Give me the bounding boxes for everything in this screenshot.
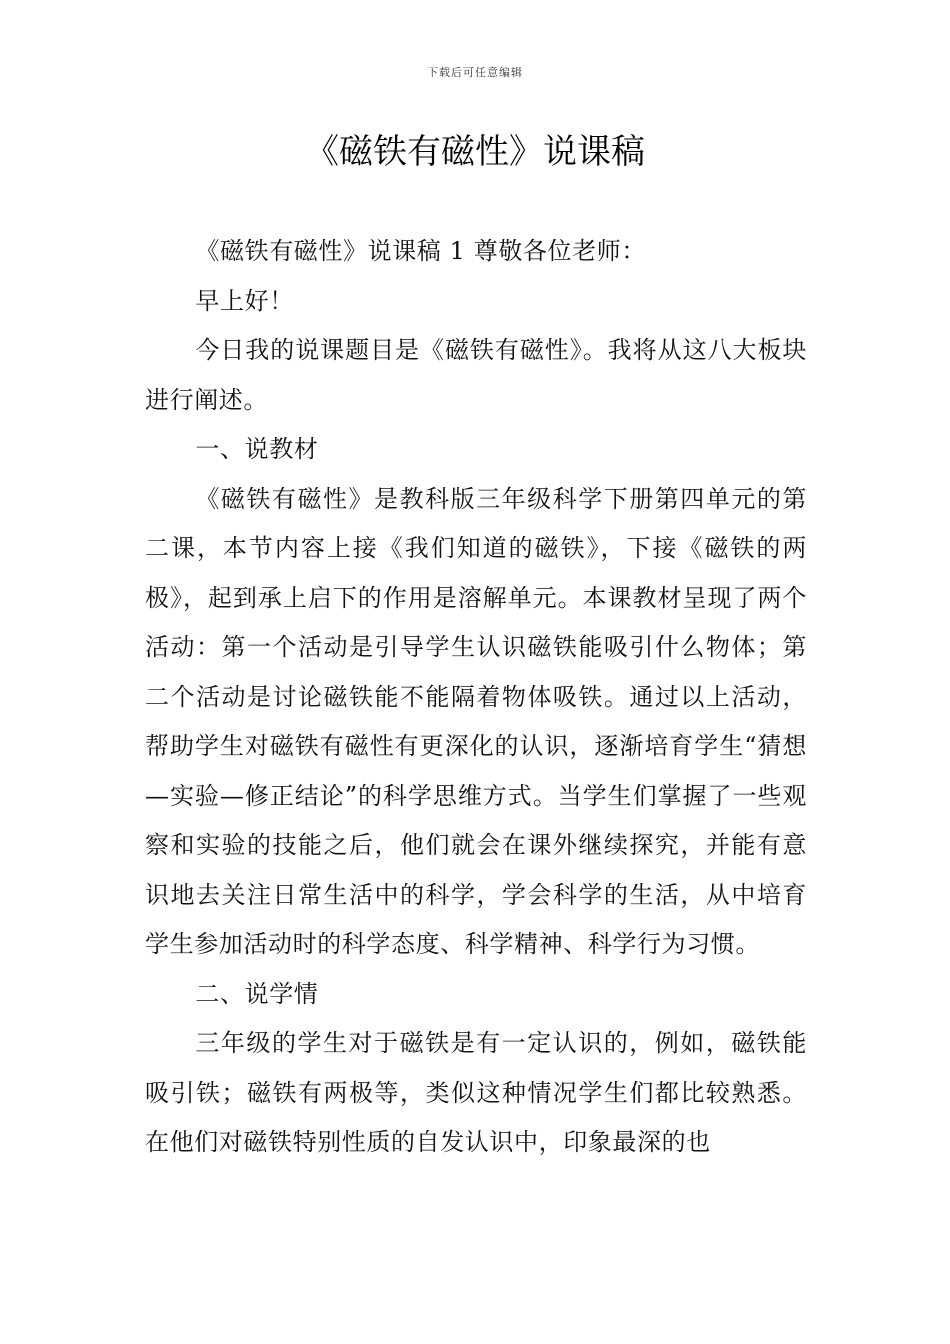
- paragraph-greeting: 《磁铁有磁性》说课稿 1 尊敬各位老师：: [195, 237, 646, 265]
- paragraph-students-analysis: 三年级的学生对于磁铁是有一定认识的，例如，磁铁能吸引铁；磁铁有两极等，类似这种情况学生们都比较熟悉。在他们对磁铁特别性质的自发认识中，印象最深的也: [145, 1029, 807, 1156]
- document-body: [145, 227, 807, 1168]
- section-heading-students: 二、说学情: [195, 979, 319, 1008]
- section-heading-textbook: 一、说教材: [195, 435, 319, 463]
- paragraph-intro: 今日我的说课题目是《磁铁有磁性》。我将从这八大板块进行阐述。: [145, 336, 807, 414]
- page-header-note: 下载后可任意编辑: [427, 66, 523, 79]
- paragraph-textbook-analysis: 《磁铁有磁性》是教科版三年级科学下册第四单元的第二课，本节内容上接《我们知道的磁铁》，下接《磁铁的两极》，起到承上启下的作用是溶解单元。本课教材呈现了两个活动：第一个活动是引导学生认识磁铁能吸引什么物体；第二个活动是讨论磁铁能不能隔着物体吸铁。通过以上活动，帮助学生对磁铁有磁性有更深化的认识，逐渐培育学生“猜想—实验—修正结论”的科学思维方式。当学生们掌握了一些观察和实验的技能之后，他们就会在课外继续探究，并能有意识地去关注日常生活中的科学，学会科学的生活，从中培育学生参加活动时的科学态度、科学精神、科学行为习惯。: [145, 484, 807, 958]
- document-title: 《磁铁有磁性》说课稿: [305, 132, 645, 172]
- paragraph-good-morning: 早上好！: [195, 286, 294, 315]
